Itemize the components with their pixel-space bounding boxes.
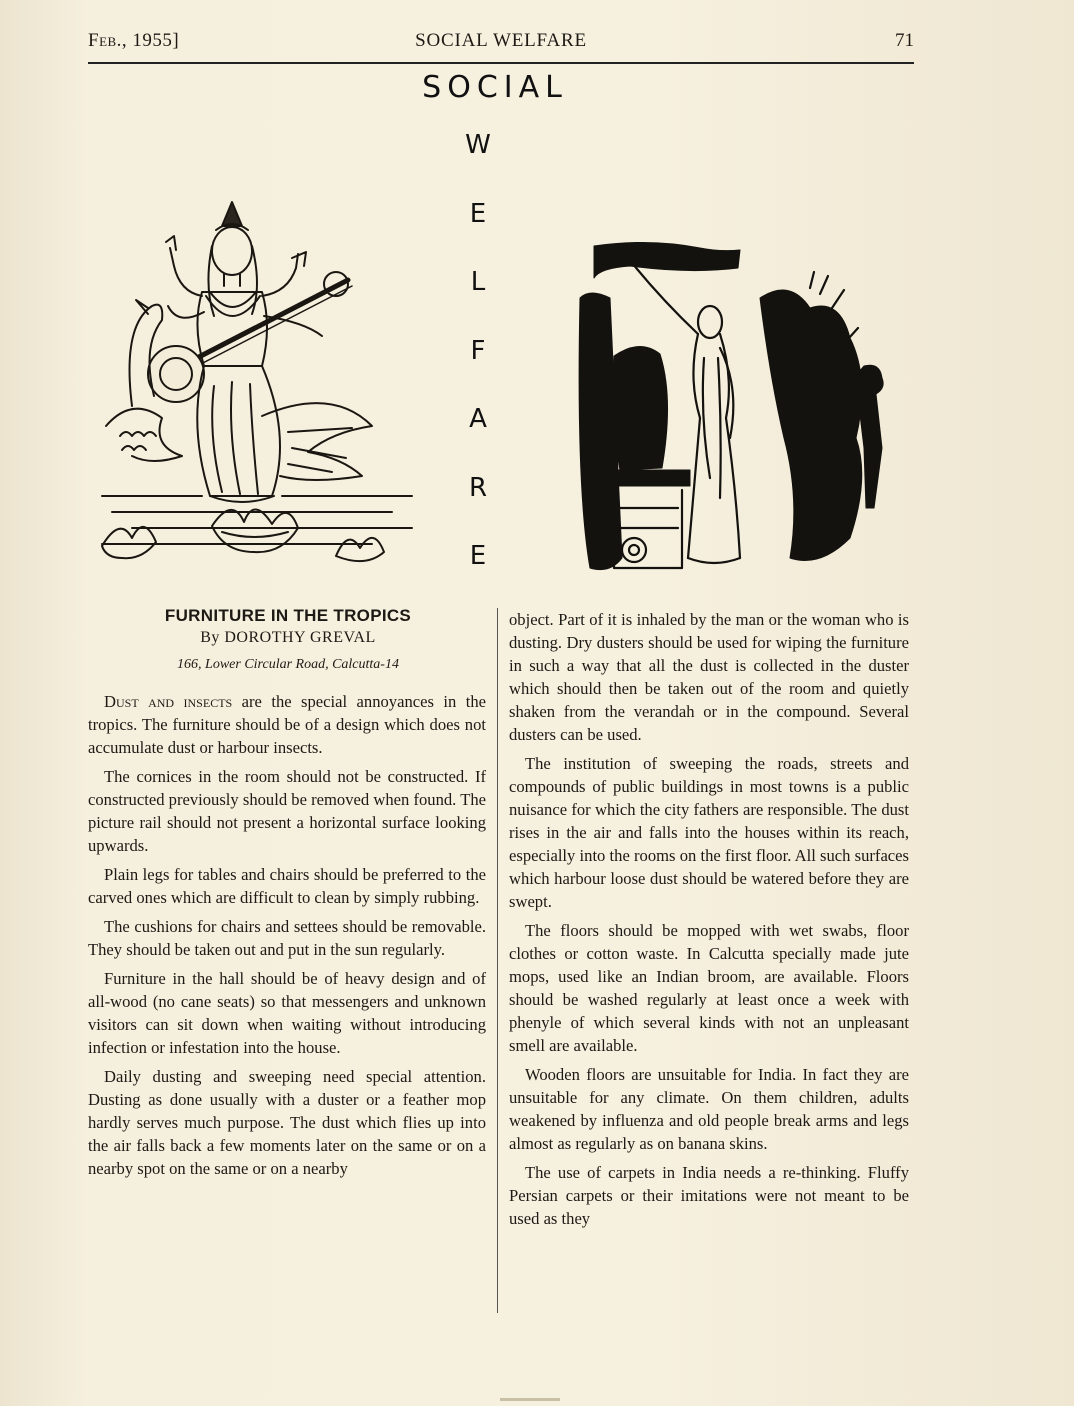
paragraph: The use of carpets in India needs a re-thinking. Fluffy Persian carpets or their imitations were not meant to be used as they [509,1163,909,1228]
paragraph: The cushions for chairs and settees should be removable. They should be taken out and put in the sun regularly. [88,917,486,959]
paragraph: object. Part of it is inhaled by the man or the woman who is dusting. Dry dusters should be used for wiping the furniture in such a way that all the dust is collected in the duster which should then be taken out of the room and quietly shaken from the verandah or in the compound. Several dusters can be used. [509,610,909,744]
column-divider [497,608,498,1313]
goddess-illustration [92,196,432,576]
paragraph: Furniture in the hall should be of heavy design and of all-wood (no cane seats) so that messengers and unknown visitors can sit down when waiting without introducing infection or infestation into the house. [88,969,486,1057]
welfare-letter: A [469,404,487,434]
dusting-woman-illustration [570,238,902,588]
paragraph: Wooden floors are unsuitable for India. In fact they are unsuitable for any climate. On them children, adults weakened by influenza and old people break arms and legs almost as regularly as on banana skins. [509,1065,909,1153]
welfare-letter: L [470,267,486,297]
paragraph-text: are the special annoyances in the tropics. The furniture should be of a design which does not accumulate dust or harbour insects. [88,692,486,757]
author-address: 166, Lower Circular Road, Calcutta-14 [177,657,399,672]
paragraph: The floors should be mopped with wet swabs, floor clothes or cotton waste. In Calcutta specially made jute mops, used like an Indian broom, are available. Floors should be washed regularly at least once a week with phenyle of which several kinds with not an unpleasant smell are available. [509,921,909,1055]
welfare-letter: W [465,130,491,160]
paragraph [88,690,486,759]
journal-name: SOCIAL WELFARE [415,30,587,51]
page-smudge [500,1398,560,1401]
welfare-letter: R [468,472,488,503]
paragraph: The cornices in the room should not be constructed. If constructed previously should be removed when found. The picture rail should not present a horizontal surface looking upwards. [88,767,486,855]
article-column-left [88,690,486,1186]
welfare-letter: F [470,335,486,366]
article-title: FURNITURE IN THE TROPICS [164,606,412,625]
running-head [88,28,914,56]
paragraph: Plain legs for tables and chairs should be preferred to the carved ones which are difficult to clean by simply rubbing. [88,865,486,907]
header-rule [88,62,914,64]
paragraph: Daily dusting and sweeping need special attention. Dusting as done usually with a duster or a feather mop hardly serves much purpose. The dust which flies up into the air falls back a few moments later on the same or on a nearby spot on the same or on a nearby [88,1067,486,1178]
article-column-right [509,608,909,1236]
paragraph: The institution of sweeping the roads, streets and compounds of public buildings in most towns is a public nuisance for which the city fathers are responsible. The dust rises in the air and falls into the houses within its reach, especially into the rooms on the first floor. All such surfaces which harbour loose dust should be watered before they are swept. [509,754,909,911]
issue-date: Feb., 1955] [88,30,180,51]
welfare-letter: E [469,198,487,229]
article-byline: By DOROTHY GREVAL [200,629,376,646]
section-title-social: SOCIAL [422,70,568,105]
lead-in: Dust and insects [104,692,233,711]
welfare-letter: E [469,541,487,571]
page-number: 71 [895,30,914,51]
section-title-welfare-vertical [458,130,498,610]
